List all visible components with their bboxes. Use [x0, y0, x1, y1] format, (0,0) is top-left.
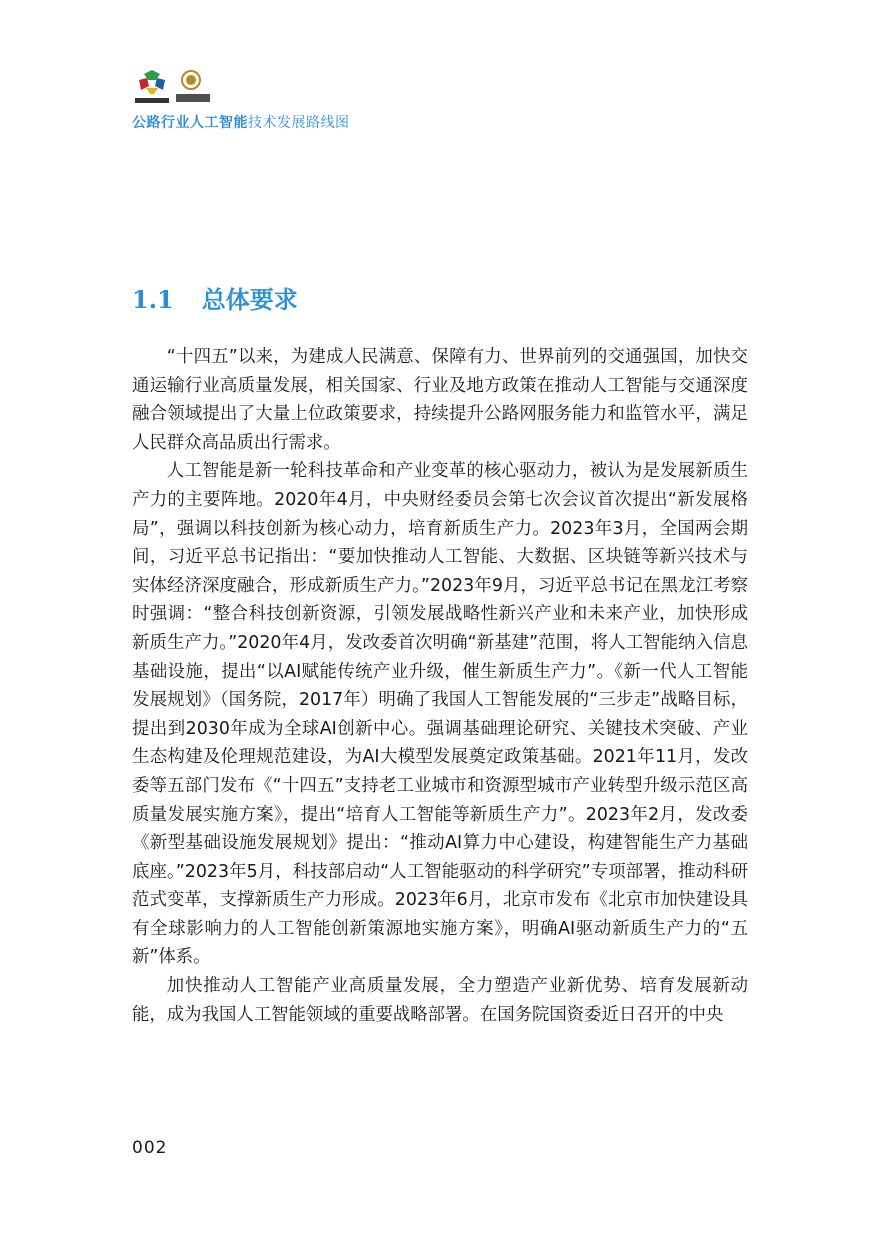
header-title-bold: 公路行业人工智能: [132, 115, 248, 131]
paragraph: 加快推动人工智能产业高质量发展，全力塑造产业新优势、培育发展新动能，成为我国人工智能领域的重要战略部署。在国务院国资委近日召开的中央: [132, 976, 748, 1025]
paragraph: “十四五”以来，为建成人民满意、保障有力、世界前列的交通强国，加快交通运输行业高质量发展，相关国家、行业及地方政策在推动人工智能与交通深度融合领域提出了大量上位政策要求，持续提升公路网服务能力和监管水平，满足人民群众高品质出行需求。: [132, 347, 748, 453]
section-title: 总体要求: [201, 286, 298, 314]
section-heading: [132, 280, 298, 315]
paragraph: 人工智能是新一轮科技革命和产业变革的核心驱动力，被认为是发展新质生产力的主要阵地。2020年4月，中央财经委员会第七次会议首次提出“新发展格局”，强调以科技创新为核心动力，培育新质生产力。2023年3月，全国两会期间，习近平总书记指出：“要加快推动人工智能、大数据、区块链等新兴技术与实体经济深度融合，形成新质生产力。”2023年9月，习近平总书记在黑龙江考察时强调：“整合科技创新资源，引领发展战略性新兴产业和未来产业，加快形成新质生产力。”2020年4月，发改委首次明确“新基建”范围，将人工智能纳入信息基础设施，提出“以AI赋能传统产业升级，催生新质生产力”。《新一代人工智能发展规划》（国务院，2017年）明确了我国人工智能发展的“三步走”战略目标，提出到2030年成为全球AI创新中心。强调基础理论研究、关键技术突破、产业生态构建及伦理规范建设，为AI大模型发展奠定政策基础。2021年11月，发改委等五部门发布《“十四五”支持老工业城市和资源型城市产业转型升级示范区高质量发展实施方案》，提出“培育人工智能等新质生产力”。2023年2月，发改委《新型基础设施发展规划》提出：“推动AI算力中心建设，构建智能生产力基础底座。”2023年5月，科技部启动“人工智能驱动的科学研究”专项部署，推动科研范式变革，支撑新质生产力形成。2023年6月，北京市发布《北京市加快建设具有全球影响力的人工智能创新策源地实施方案》，明确AI驱动新质生产力的“五新”体系。: [132, 461, 748, 968]
header-title-rest: 技术发展路线图: [248, 115, 350, 131]
university-logo-icon: [176, 71, 210, 102]
body-text: [132, 343, 748, 1029]
header-logos: [132, 70, 232, 108]
logo-mark: [132, 70, 232, 108]
page-number: 002: [132, 1138, 168, 1158]
header-title: [132, 112, 350, 132]
society-logo-icon: [135, 70, 169, 103]
section-number: 1.1: [132, 285, 174, 314]
